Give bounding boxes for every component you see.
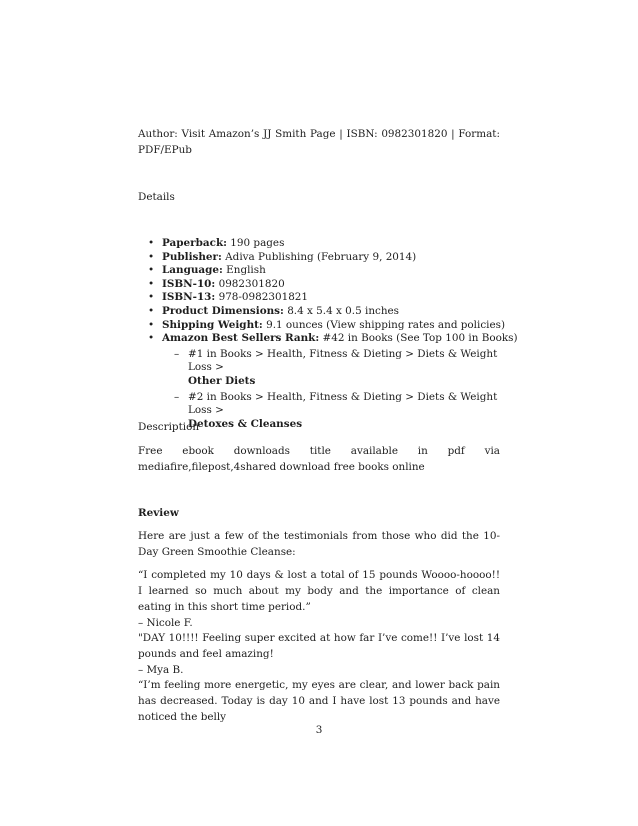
detail-value: 190 pages	[230, 237, 285, 249]
detail-value: Adiva Publishing (February 9, 2014)	[225, 250, 417, 263]
testimonial-quote: “I’m feeling more energetic, my eyes are clear, and lower back pain has decreased. Today is day 10 and I have lost 13 pounds and have noticed the belly	[138, 679, 500, 723]
review-intro: Here are just a few of the testimonials from those who did the 10-Day Green Smoothie Cleanse:	[138, 530, 500, 558]
rank-category: Other Diets	[188, 374, 256, 387]
description-heading: Description	[138, 421, 200, 433]
detail-value: English	[226, 264, 266, 277]
testimonial-quote: “I completed my 10 days & lost a total of 15 pounds Woooo-hoooo!! I learned so much about my body and the importance of clean eating in this short time period.”	[138, 569, 500, 613]
testimonial	[138, 567, 500, 631]
detail-label: ISBN-13:	[162, 291, 216, 304]
detail-label: Language:	[162, 264, 223, 277]
detail-value: 8.4 x 5.4 x 0.5 inches	[287, 304, 400, 317]
detail-label: Product Dimensions:	[162, 304, 284, 317]
rank-item-2: – #2 in Books > Health, Fitness & Dieting > Diets & Weight Loss > Detoxes & Cleanses	[174, 390, 498, 430]
testimonial-author: – Mya B.	[138, 664, 184, 676]
detail-label: ISBN-10:	[162, 277, 216, 290]
detail-label: Shipping Weight:	[162, 318, 263, 331]
testimonial-author: – Nicole F.	[138, 617, 193, 629]
page-number: 3	[315, 724, 323, 736]
description-text: Free ebook downloads title available in pdf via mediafire,filepost,4shared download free books online	[138, 445, 500, 473]
testimonial	[138, 677, 500, 725]
detail-item-sales-rank: • Amazon Best Sellers Rank: #42 in Books (See Top 100 in Books)	[148, 332, 518, 345]
rank-item-1: – #1 in Books > Health, Fitness & Dieting > Diets & Weight Loss > Other Diets	[174, 347, 498, 387]
detail-value: 0982301820	[218, 277, 285, 290]
detail-label: Publisher:	[162, 250, 222, 263]
rank-category: Detoxes & Cleanses	[188, 417, 303, 430]
detail-value: 9.1 ounces (View shipping rates and policies)	[266, 318, 506, 331]
author-line: Author: Visit Amazon’s JJ Smith Page | ISBN: 0982301820 | Format: PDF/EPub	[138, 128, 500, 156]
detail-item-dimensions: • Product Dimensions: 8.4 x 5.4 x 0.5 inches	[148, 304, 400, 317]
details-heading: Details	[138, 191, 175, 203]
detail-label: Amazon Best Sellers Rank:	[162, 332, 320, 345]
detail-label: Paperback:	[162, 237, 227, 249]
detail-item-shipping-weight: • Shipping Weight: 9.1 ounces (View shipping rates and policies)	[148, 318, 506, 331]
details-list	[138, 237, 518, 431]
testimonial-quote: "DAY 10!!!! Feeling super excited at how far I’ve come!! I’ve lost 14 pounds and feel amazing!	[138, 632, 500, 660]
detail-value: 978-0982301821	[218, 291, 309, 304]
detail-item-language: • Language: English	[148, 264, 266, 277]
detail-item-publisher: • Publisher: Adiva Publishing (February 9, 2014)	[148, 250, 417, 263]
rank-path: #1 in Books > Health, Fitness & Dieting > Diets & Weight Loss >	[188, 347, 498, 374]
rank-path: #2 in Books > Health, Fitness & Dieting > Diets & Weight Loss >	[188, 390, 498, 417]
review-heading: Review	[138, 507, 179, 519]
detail-item-isbn13: • ISBN-13: 978-0982301821	[148, 291, 309, 304]
testimonial	[138, 630, 500, 678]
detail-item-paperback: • Paperback: 190 pages	[148, 237, 285, 249]
detail-item-isbn10: • ISBN-10: 0982301820	[148, 277, 285, 290]
detail-value: #42 in Books (See Top 100 in Books)	[322, 332, 518, 345]
